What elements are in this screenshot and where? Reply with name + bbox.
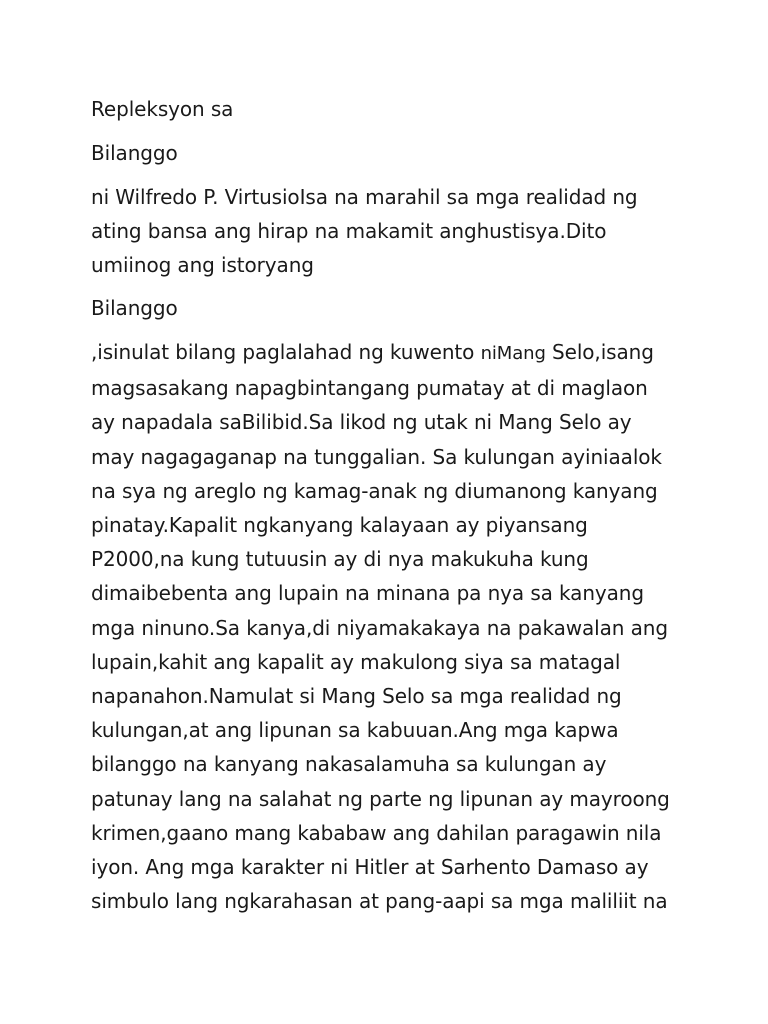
title-line-2: Bilanggo xyxy=(91,141,178,165)
body-line: napanahon.Namulat si Mang Selo sa mga realidad ng xyxy=(91,684,622,709)
body-line: simbulo lang ngkarahasan at pang-aapi sa mga maliliit na xyxy=(91,889,668,914)
body-first-line-start: ,isinulat bilang paglalahad ng kuwento xyxy=(91,340,481,364)
body-line: pinatay.Kapalit ngkanyang kalayaan ay piyansang xyxy=(91,513,588,538)
document-content xyxy=(91,92,691,918)
intro-line: ni Wilfredo P. VirtusioIsa na marahil sa mga realidad ng xyxy=(91,185,638,209)
body-line: ay napadala saBilibid.Sa likod ng utak ni Mang Selo ay xyxy=(91,410,632,435)
body-line: krimen,gaano mang kababaw ang dahilan paragawin nila xyxy=(91,820,662,845)
body-first-line-small: niMang xyxy=(480,343,546,364)
body-line: dimaibebenta ang lupain na minana pa nya sa kanyang xyxy=(91,581,644,606)
body-line: lupain,kahit ang kapalit ay makulong siya sa matagal xyxy=(91,649,621,674)
body-paragraph xyxy=(91,335,691,918)
title-line-1: Repleksyon sa xyxy=(91,97,234,121)
subheading: Bilanggo xyxy=(91,296,178,320)
body-line: kulungan,at ang lipunan sa kabuuan.Ang mga kapwa xyxy=(91,718,619,743)
body-line: na sya ng areglo ng kamag-anak ng diumanong kanyang xyxy=(91,478,658,503)
intro-line: ating bansa ang hirap na makamit anghustisya.Dito xyxy=(91,219,607,243)
body-line: may nagagaganap na tunggalian. Sa kulungan ayiniaalok xyxy=(91,444,662,469)
body-line: iyon. Ang mga karakter ni Hitler at Sarhento Damaso ay xyxy=(91,855,649,880)
body-line: mga ninuno.Sa kanya,di niyamakakaya na pakawalan ang xyxy=(91,615,668,640)
body-line: P2000,na kung tutuusin ay di nya makukuha kung xyxy=(91,547,589,572)
body-first-line-end: Selo,isang xyxy=(545,340,654,364)
intro-line: umiinog ang istoryang xyxy=(91,253,314,277)
body-line: bilanggo na kanyang nakasalamuha sa kulungan ay xyxy=(91,752,607,777)
body-first-line xyxy=(91,335,691,371)
body-line: magsasakang napagbintangang pumatay at di maglaon xyxy=(91,376,648,401)
intro-paragraph xyxy=(91,180,691,282)
body-line: patunay lang na salahat ng parte ng lipunan ay mayroong xyxy=(91,786,670,811)
